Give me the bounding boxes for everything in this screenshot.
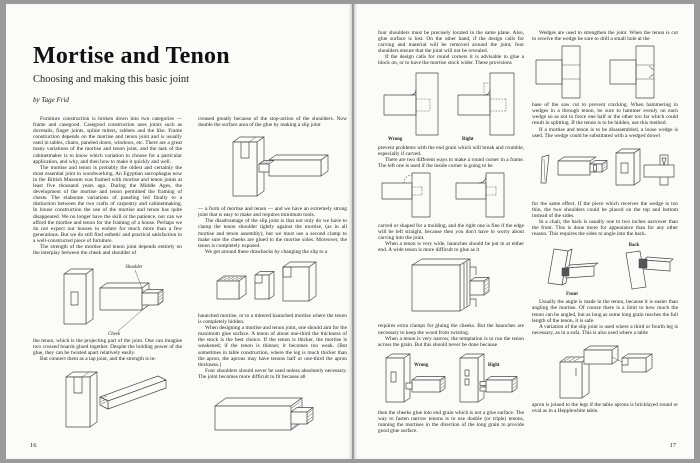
figure-label-shoulder: Shoulder (124, 265, 143, 271)
paragraph: prevent problems with the end grain which will break and crumble, especially if carved. (378, 144, 524, 157)
paragraph: apron is joined to the legs if the table aprons is bricklayed round or oval as in a Hepplewhite table. (532, 401, 678, 414)
paragraph: then the cheeks glue into end grain which is not a glue surface. The way to fasten narrow tenons is to use double (or triple) tenons, running the mortises in the direction of the long grain to provide good glue surface. (378, 409, 524, 435)
paragraph: requires extra clamps for gluing the cheeks. But the haunches are necessary to keep the wood from twisting. (378, 323, 524, 336)
figure-tenon-anatomy (38, 258, 178, 336)
right-column-1 (378, 30, 524, 454)
figure-narrow-tenon-wrong-right (378, 350, 524, 408)
paragraph: haunched mortise, or to a mitered haunched mortise where the tenon is completely hidden. (198, 312, 347, 326)
figure-label-right: Right (462, 136, 474, 142)
figure-four-shoulder-tenon (203, 382, 343, 444)
paragraph: The mortise and tenon is probably the oldest and certainly the most essential joint in woodworking. An Egyptian sarcophagus now in the British Museum was framed with mortise and tenon joints at least five thousand years ago. During the Middle Ages, the development of the mortise and tenon permitted the framing of chests. The elaborate variations of paneling led finally to a distinction between the two crafts of carpentry and cabinetmaking. In house construction the use of the mortise and tenon has quite disappeared. We no longer have the skill or the patience, nor can we afford the mortise and tenon for the framing of a house. Perhaps we do not expect our houses to endure for much more than a few generations. But we do still find esthetic and practical satisfaction in a well-constructed piece of furniture. (33, 164, 182, 244)
title-block (33, 44, 323, 104)
paragraph: A variation of the slip joint is used where a third or fourth leg is necessary, as in a sofa. This is also used where a table (532, 323, 678, 336)
figure-wide-tenon-haunches (378, 255, 524, 321)
left-column-1 (33, 116, 182, 459)
right-column-2 (532, 30, 678, 454)
figure-label-wrong: Wrong (388, 136, 403, 142)
paragraph: When a tenon is very wide, haunches should be put in at either end. A wide tenon is more difficult to glue as it (378, 241, 524, 254)
paragraph: In a chair, the back is usually one to two inches narrower than the front. This is done more for appearance than for any other reason. This requires the sides to angle into the back. (532, 219, 678, 238)
page-left (6, 4, 352, 459)
figure-haunched-mortise (203, 257, 343, 311)
paragraph: base of the saw cut to prevent cracking. When hammering in wedges in a through tenon, be sure to hammer evenly on each wedge so as not to force one half or the other too far which could result in splitting. If the tenon is to be hidden, use this method. (532, 102, 678, 127)
figure-lap-slip-joint (38, 365, 178, 429)
figure-wedged-tenon-diagrams (532, 44, 678, 100)
paragraph: for the same effect. If the piece which receives the wedge is too thin, the two shoulders could be placed on the top and bottom instead of the sides. (532, 200, 678, 219)
paragraph: If a mortise and tenon is to be disassembled, a loose wedge is used. The wedge could be substituted with a wedged dowel (532, 126, 678, 139)
page-number-right: 17 (669, 442, 676, 449)
figure-round-corner-wrong-right (378, 69, 524, 143)
figure-loose-wedge (532, 141, 678, 199)
paragraph: Wedges are used to strengthen the joint. When the tenon is cut to receive the wedge be sure to drill a small hole at the (532, 30, 678, 43)
figure-corner-options (378, 171, 524, 221)
figure-label-cheek: Cheek (107, 332, 120, 337)
paragraph: — a form of mortise and tenon — and we have an extremely strong joint that is easy to make and requires minimum tools. (198, 206, 347, 219)
page-number-left: 16 (30, 442, 37, 449)
page-right (354, 4, 694, 459)
paragraph: If the design calls for round corners it is advisable to glue a block on, or to have the mortise stock wider. These provisions (378, 54, 524, 67)
paragraph: Usually the angle is made in the tenon, because it is easier than angling the mortise. Of course there is a limit to how much the tenon can be angled, but as long as some long grain reaches the full length of the tenon, it is safe. (532, 299, 678, 324)
paragraph: The strength of the mortise and tenon joint depends entirely on the interplay between the cheek and shoulder of (33, 243, 182, 257)
figure-chair-back-front (532, 239, 678, 297)
paragraph: carved or shaped for a molding, and the right one is fine if the edge will be left straight, because then you don't have to worry about carving into the joint. (378, 222, 524, 242)
paragraph: When a tenon is very narrow, the temptation is to run the tenon across the grain. But this should never be done because (378, 335, 524, 348)
paragraph: The disadvantage of the slip joint is that not only do we have to clamp the tenon shoulder tightly against the mortise, (as in all mortise and tenon assembly), but we must use a second clamp to make sure the cheeks are glued to the mortise sides. Moreover, the tenon is completely exposed. (198, 218, 347, 249)
figure-label-right-2: Right (488, 362, 500, 368)
paragraph: But connect them as a lap joint, and the strength is in- (40, 356, 157, 363)
paragraph: Four shoulders should never be used unless absolutely necessary. The joint becomes more difficult to fit because all (198, 367, 347, 380)
article-subtitle: Choosing and making this basic joint (33, 74, 190, 85)
paragraph: We get around these drawbacks by changing the slip to a (205, 248, 328, 255)
paragraph: four shoulders must be precisely located in the same plane. Also, glue surface is lost. On the other hand, if the design calls for carving and material will be removed around the joint, four shoulders ensure that the joint will not be revealed. (378, 30, 524, 55)
paragraph: creased greatly because of the stop-action of the shoulders. Now double the surface area of the glue by making a slip joint (198, 116, 347, 129)
article-byline: by Tage Frid (33, 96, 69, 104)
figure-slip-joint (203, 130, 343, 204)
paragraph: the tenon, which is the projecting part of the joint. One can imagine two crossed boards glued together. Despite the holding power of the glue, they can be twisted apart relatively easily. (33, 338, 182, 357)
paragraph: There are two different ways to make a round corner in a frame. The left one is used if the inside corner is going to be (378, 156, 524, 169)
article-title: Mortise and Tenon (33, 43, 230, 69)
left-column-2 (198, 116, 347, 459)
figure-label-back: Back (628, 243, 640, 249)
figure-label-front: Front (566, 292, 578, 298)
paragraph: When designing a mortise and tenon joint, one should aim for the maximum glue surface. A tenon of about one-third the thickness of the stock is the best choice. If the tenon is thicker, the mortise is weakened; if the tenon is thinner, it becomes too weak. (But sometimes in table construction, where the leg is much thicker than the apron, the aprons may have tenons half or one-third the apron thickness.) (198, 325, 347, 368)
figure-sofa-slip-joint (532, 338, 678, 400)
paragraph: Furniture construction is broken down into two categories — frame and casegood. Casegood construction uses joints such as dovetails, finger joints, spline miters, rabbets and the like. Frame construction depends on the mortise and tenon joint and is usually used in tables, chairs, paneled doors, windows, etc. There are a great many variations of the mortise and tenon joint, and the task of the cabinetmaker is to know which variation to choose for a particular application, and why, and then how to make it quickly and well. (33, 116, 182, 165)
figure-label-wrong-2: Wrong (414, 362, 429, 368)
